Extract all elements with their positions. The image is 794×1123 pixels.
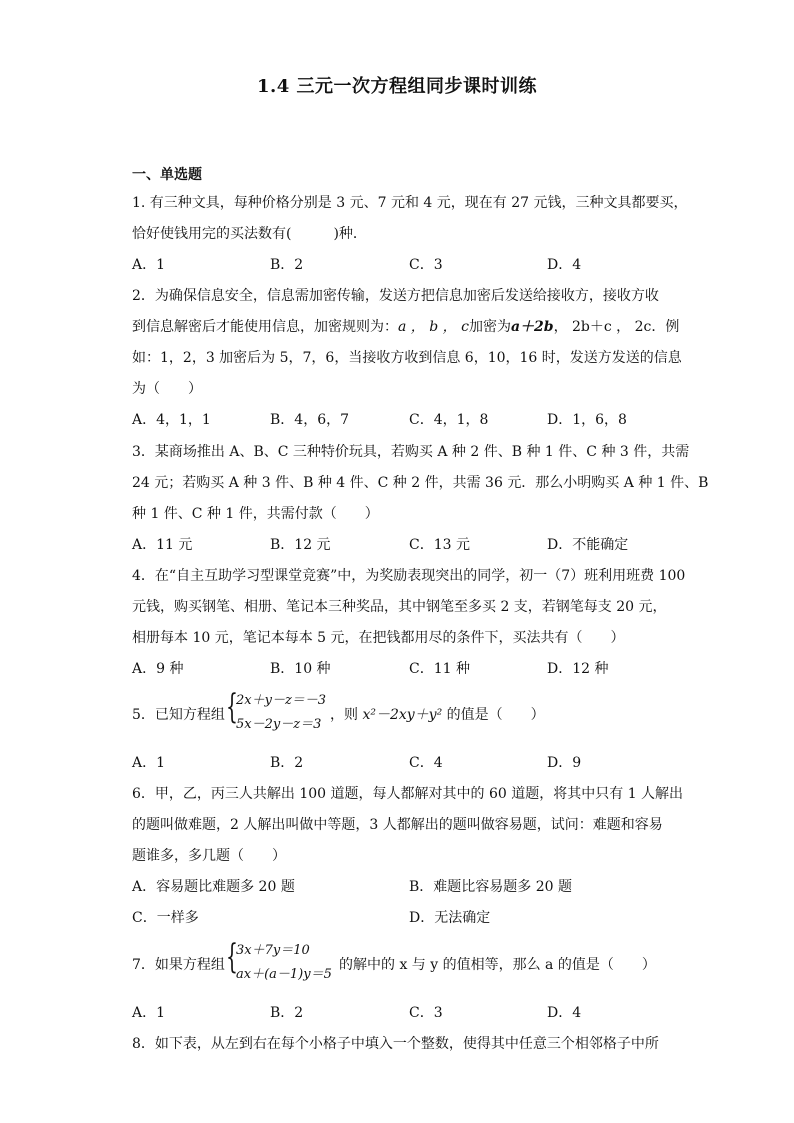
q5-text: 的值是（ ） <box>442 707 545 723</box>
q2-expression: a＋2b <box>510 319 554 335</box>
q7-option-c: C．3 <box>409 1005 443 1021</box>
q6-line-3: 题谁多，多几题（ ） <box>132 848 286 864</box>
q1-option-a: A．1 <box>132 257 166 273</box>
q1-line-1: 1. 有三种文具，每种价格分别是 3 元、7 元和 4 元，现在有 27 元钱，三种文具都要买， <box>132 195 688 211</box>
q2-line-3: 如：1，2，3 加密后为 5，7，6，当接收方收到信息 6，10，16 时，发送方发送的信息 <box>132 350 682 366</box>
q3-option-a: A．11 元 <box>132 537 193 553</box>
q7-equation-1: 3x＋7y＝10 <box>236 943 310 958</box>
q2-line-1: 2．为确保信息安全，信息需加密传输，发送方把信息加密后发送给接收方，接收方收 <box>132 288 659 304</box>
q4-line-1: 4．在“自主互助学习型课堂竞赛”中，为奖励表现突出的同学，初一（7）班利用班费 100 <box>132 568 686 584</box>
q3-line-1: 3．某商场推出 A、B、C 三种特价玩具，若购买 A 种 2 件、B 种 1 件、C 种 3 件，共需 <box>132 444 690 460</box>
q5-option-c: C．4 <box>409 755 443 771</box>
q1-option-c: C．3 <box>409 257 443 273</box>
q1-option-b: B．2 <box>270 257 304 273</box>
page-title: 1.4 三元一次方程组同步课时训练 <box>256 76 538 97</box>
q4-line-3: 相册每本 10 元，笔记本每本 5 元，在把钱都用尽的条件下，买法共有（ ） <box>132 630 625 646</box>
q2-option-a: A．4，1，1 <box>132 412 211 428</box>
section-heading: 一、单选题 <box>132 167 202 183</box>
left-brace: { <box>226 937 238 977</box>
q6-option-d: D．无法确定 <box>409 910 491 926</box>
q7-option-a: A．1 <box>132 1005 166 1021</box>
q3-line-3: 种 1 件、C 种 1 件，共需付款（ ） <box>132 506 379 522</box>
q2-line-2 <box>132 318 679 336</box>
q7-option-b: B．2 <box>270 1005 304 1021</box>
q1-line-2: 恰好使钱用完的买法数有( )种． <box>132 226 367 242</box>
q6-line-2: 的题叫做难题，2 人解出叫做中等题，3 人都解出的题叫做容易题，试问：难题和容易 <box>132 817 663 833</box>
q4-line-2: 元钱，购买钢笔、相册、笔记本三种奖品，其中钢笔至多买 2 支，若钢笔每支 20 元， <box>132 599 667 615</box>
q5-equation-2: 5x－2y－z＝3 <box>236 717 322 732</box>
q7-option-d: D．4 <box>547 1005 582 1021</box>
q5-prefix: 5．已知方程组 <box>132 707 225 723</box>
q3-option-d: D．不能确定 <box>547 537 629 553</box>
q1-option-d: D．4 <box>547 257 582 273</box>
q5-option-b: B．2 <box>270 755 304 771</box>
q2-option-c: C．4，1，8 <box>409 412 489 428</box>
left-brace: { <box>226 687 238 727</box>
q5-suffix <box>330 706 545 724</box>
q2-option-b: B．4，6，7 <box>270 412 350 428</box>
q6-option-b: B．难题比容易题多 20 题 <box>409 879 573 895</box>
q8-line-1: 8．如下表，从左到右在每个小格子中填入一个整数，使得其中任意三个相邻格子中所 <box>132 1036 659 1052</box>
q6-option-a: A．容易题比难题多 20 题 <box>132 879 295 895</box>
q5-option-d: D．9 <box>547 755 582 771</box>
q2-text: 到信息解密后才能使用信息，加密规则为： <box>132 319 398 335</box>
q7-suffix: 的解中的 x 与 y 的值相等，那么 a 的值是（ ） <box>339 957 656 973</box>
q6-option-c: C．一样多 <box>132 910 199 926</box>
q3-option-b: B．12 元 <box>270 537 331 553</box>
q2-text: 加密为 <box>468 319 511 335</box>
q3-line-2: 24 元；若购买 A 种 3 件、B 种 4 件、C 种 2 件，共需 36 元．那么小明购买 A 种 1 件、B <box>132 475 709 491</box>
q2-text: ， 2b＋c ， 2c．例 <box>553 319 680 335</box>
q7-prefix: 7．如果方程组 <box>132 957 225 973</box>
q3-option-c: C．13 元 <box>409 537 470 553</box>
q5-text: ，则 <box>330 707 363 723</box>
q4-option-b: B．10 种 <box>270 661 331 677</box>
q2-line-4: 为（ ） <box>132 381 202 397</box>
q7-equation-2: ax＋(a－1)y＝5 <box>236 967 332 982</box>
q5-option-a: A．1 <box>132 755 166 771</box>
q6-line-1: 6．甲，乙，丙三人共解出 100 道题，每人都解对其中的 60 道题，将其中只有 1 人解出 <box>132 786 684 802</box>
q5-equation-1: 2x＋y－z＝－3 <box>236 693 327 708</box>
q4-option-d: D．12 种 <box>547 661 609 677</box>
q5-expression: x²－2xy＋y² <box>362 707 443 723</box>
q4-option-a: A．9 种 <box>132 661 184 677</box>
q2-option-d: D．1，6，8 <box>547 412 627 428</box>
q4-option-c: C．11 种 <box>409 661 470 677</box>
q2-variables: a ， b ， c <box>398 319 469 335</box>
